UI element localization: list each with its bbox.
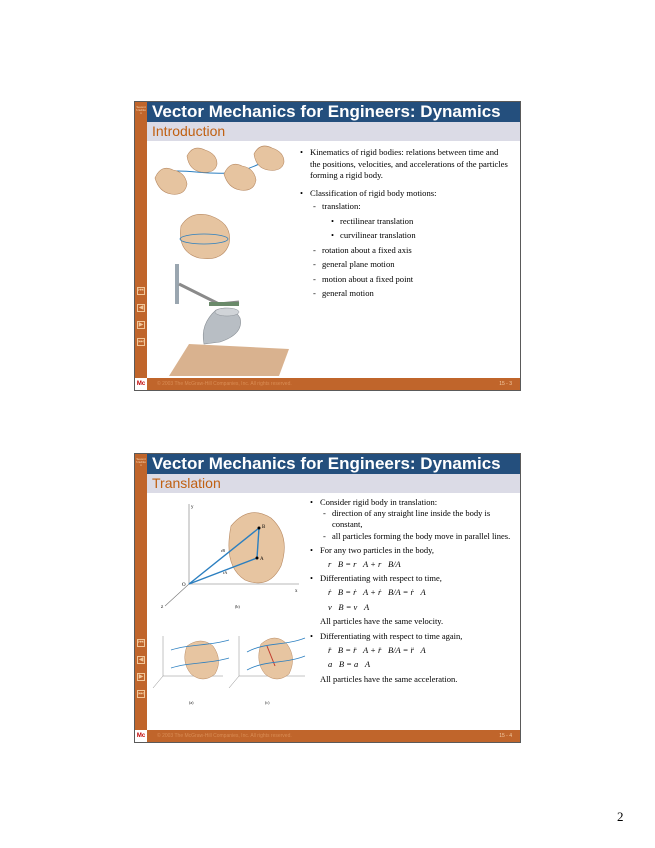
point-a-label: A (260, 557, 264, 562)
slide-side-bar (135, 454, 147, 742)
slide-title: Vector Mechanics for Engineers: Dynamics (147, 454, 520, 474)
sub-curvilinear: • curvilinear translation (328, 230, 510, 242)
first-page-icon[interactable]: ⏮ (138, 287, 144, 294)
axis-z-label: z (161, 605, 164, 610)
last-page-icon[interactable]: ⏭ (138, 690, 144, 697)
bullet-differentiate-again-label: Differentiating with respect to time again, (320, 631, 463, 642)
equation-diff2: r̈⃗B = r̈⃗A + r̈⃗B/A = r̈⃗A (328, 645, 426, 656)
axis-x-label: x (295, 589, 298, 594)
mcgraw-hill-logo: Mc (135, 378, 147, 390)
prev-page-icon[interactable]: ◀ (138, 656, 144, 663)
bullet-two-particles (310, 545, 515, 570)
next-page-icon[interactable]: ▶ (138, 673, 144, 680)
slide-page-label: 15 - 3 (499, 381, 512, 387)
sub-rotation: - rotation about a fixed axis (310, 245, 510, 257)
edition-label: Seventh Edition (136, 457, 147, 467)
mcgraw-hill-logo: Mc (135, 730, 147, 742)
slide-body (300, 147, 510, 306)
slide-body (310, 497, 515, 685)
bullet-classification (300, 188, 510, 300)
rigid-body-motion-figure (149, 144, 301, 376)
slide-footer (147, 730, 520, 742)
vector-rb-label: rB (221, 548, 225, 553)
slide-footer (147, 378, 520, 390)
first-page-icon[interactable]: ⏮ (138, 639, 144, 646)
next-page-icon[interactable]: ▶ (138, 321, 144, 328)
axis-y-label: y (191, 505, 194, 510)
caption-a: (a) (189, 700, 194, 705)
slide-page-label: 15 - 4 (499, 733, 512, 739)
document-page-number: 2 (617, 809, 624, 824)
slide-subtitle: Translation (147, 474, 520, 493)
prev-page-icon[interactable]: ◀ (138, 304, 144, 311)
caption-c: (c) (265, 700, 270, 705)
bullet-differentiate (310, 573, 515, 627)
sub-translation: - translation: (310, 201, 510, 213)
equation-diff1: ṙ⃗B = ṙ⃗A + ṙ⃗B/A = ṙ⃗A (328, 587, 426, 598)
point-b-label: B (262, 525, 266, 530)
sub-rectilinear: • rectilinear translation (328, 216, 510, 228)
caption-b: (b) (235, 604, 240, 609)
note-accel: All particles have the same acceleration. (320, 673, 458, 684)
bullet-differentiate-again (310, 631, 515, 685)
equation-accel: a⃗B = a⃗A (328, 659, 371, 670)
slide-subtitle: Introduction (147, 122, 520, 141)
equation-position: r⃗B = r⃗A + r⃗B/A (328, 559, 401, 570)
bullet-consider (310, 497, 515, 542)
slide-introduction (134, 101, 521, 391)
slide-translation (134, 453, 521, 743)
translation-figure (149, 496, 309, 728)
edition-label: Seventh Edition (136, 105, 147, 115)
vector-ra-label: rA (223, 570, 228, 575)
bullet-consider-label: Consider rigid body in translation: (320, 497, 438, 507)
bullet-kinematics: • Kinematics of rigid bodies: relations between time and the positions, velocities, and accelerations of the particles forming a rigid body. (300, 147, 510, 182)
slide-side-bar (135, 102, 147, 390)
sub-general: - general motion (310, 288, 510, 300)
bullet-two-particles-label: For any two particles in the body, (320, 544, 434, 555)
copyright-text: © 2003 The McGraw-Hill Companies, Inc. All rights reserved. (157, 733, 292, 739)
note-velocity: All particles have the same velocity. (320, 615, 444, 626)
equation-velocity: v⃗B = v⃗A (328, 601, 370, 612)
sub-general-plane: - general plane motion (310, 259, 510, 271)
sub-parallel: - all particles forming the body move in parallel lines. (320, 531, 515, 542)
slide-title: Vector Mechanics for Engineers: Dynamics (147, 102, 520, 122)
last-page-icon[interactable]: ⏭ (138, 338, 144, 345)
bullet-differentiate-label: Differentiating with respect to time, (320, 573, 442, 584)
bullet-classification-label: Classification of rigid body motions: (310, 187, 437, 198)
sub-direction: - direction of any straight line inside the body is constant, (320, 508, 515, 530)
copyright-text: © 2003 The McGraw-Hill Companies, Inc. All rights reserved. (157, 381, 292, 387)
sub-fixed-point: - motion about a fixed point (310, 274, 510, 286)
origin-label: O (182, 583, 186, 588)
